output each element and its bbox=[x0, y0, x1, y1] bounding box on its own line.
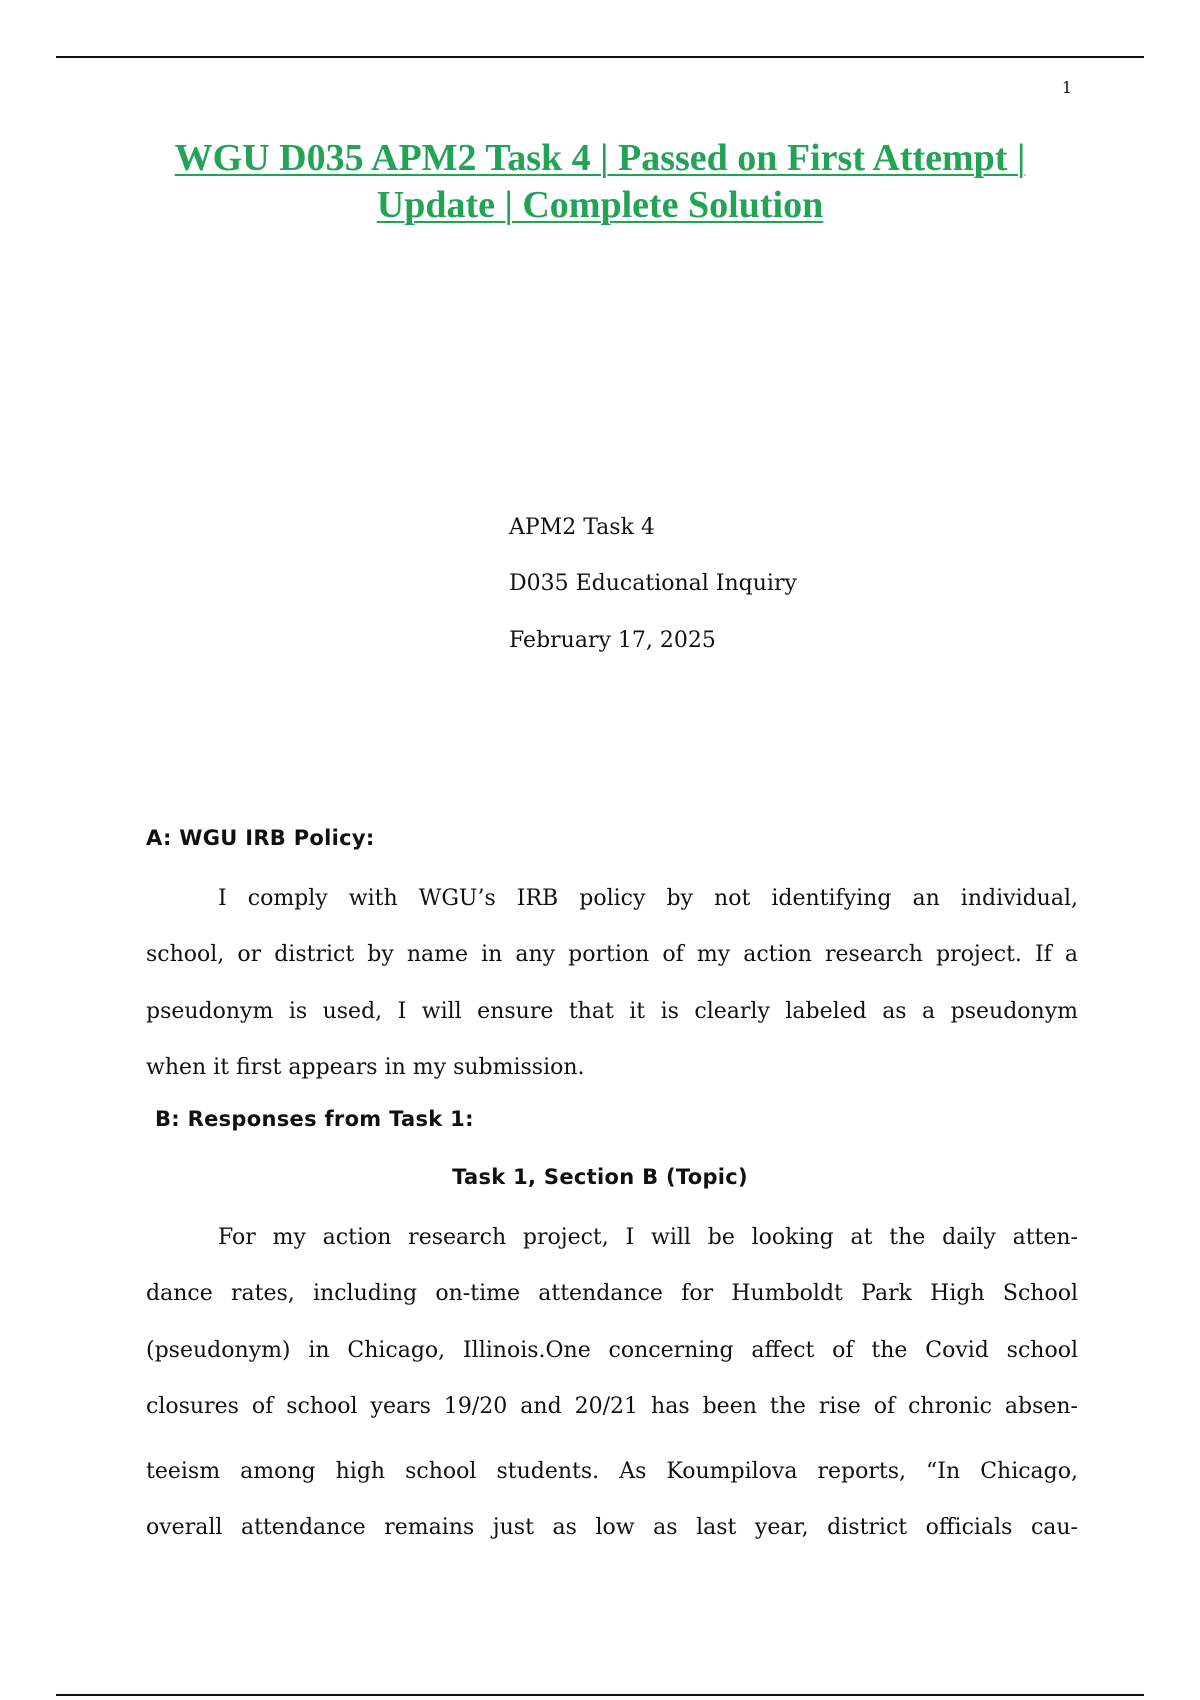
document-title[interactable] bbox=[120, 135, 1080, 229]
section-b-line: teeism among high school students. As Koumpilova reports, “In Chicago, bbox=[146, 1459, 1078, 1484]
page-number: 1 bbox=[1061, 78, 1072, 97]
section-a-line: I comply with WGU’s IRB policy by not identifying an individual, bbox=[218, 886, 1078, 911]
meta-course: D035 Educational Inquiry bbox=[509, 571, 797, 596]
section-a-line: when it first appears in my submission. bbox=[146, 1055, 585, 1080]
section-b-subheading: Task 1, Section B (Topic) bbox=[452, 1165, 748, 1189]
section-b-heading: B: Responses from Task 1: bbox=[155, 1107, 474, 1131]
section-a-line: school, or district by name in any portion of my action research project. If a bbox=[146, 942, 1078, 967]
section-b-line: overall attendance remains just as low as last year, district officials cau- bbox=[146, 1515, 1078, 1540]
section-b-line: dance rates, including on-time attendance for Humboldt Park High School bbox=[146, 1281, 1078, 1306]
section-b-line: (pseudonym) in Chicago, Illinois.One concerning affect of the Covid school bbox=[146, 1338, 1078, 1363]
section-b-line: For my action research project, I will be looking at the daily atten- bbox=[218, 1225, 1078, 1250]
header-rule bbox=[56, 56, 1144, 58]
meta-date: February 17, 2025 bbox=[509, 628, 716, 653]
title-line-1: WGU D035 APM2 Task 4 | Passed on First Attempt | bbox=[174, 137, 1026, 179]
section-a-heading: A: WGU IRB Policy: bbox=[146, 826, 375, 850]
meta-task: APM2 Task 4 bbox=[509, 515, 655, 540]
footer-rule bbox=[56, 1694, 1144, 1696]
section-a-line: pseudonym is used, I will ensure that it is clearly labeled as a pseudonym bbox=[146, 999, 1078, 1024]
title-line-2: Update | Complete Solution bbox=[376, 184, 824, 226]
section-b-line: closures of school years 19/20 and 20/21 has been the rise of chronic absen- bbox=[146, 1394, 1078, 1419]
